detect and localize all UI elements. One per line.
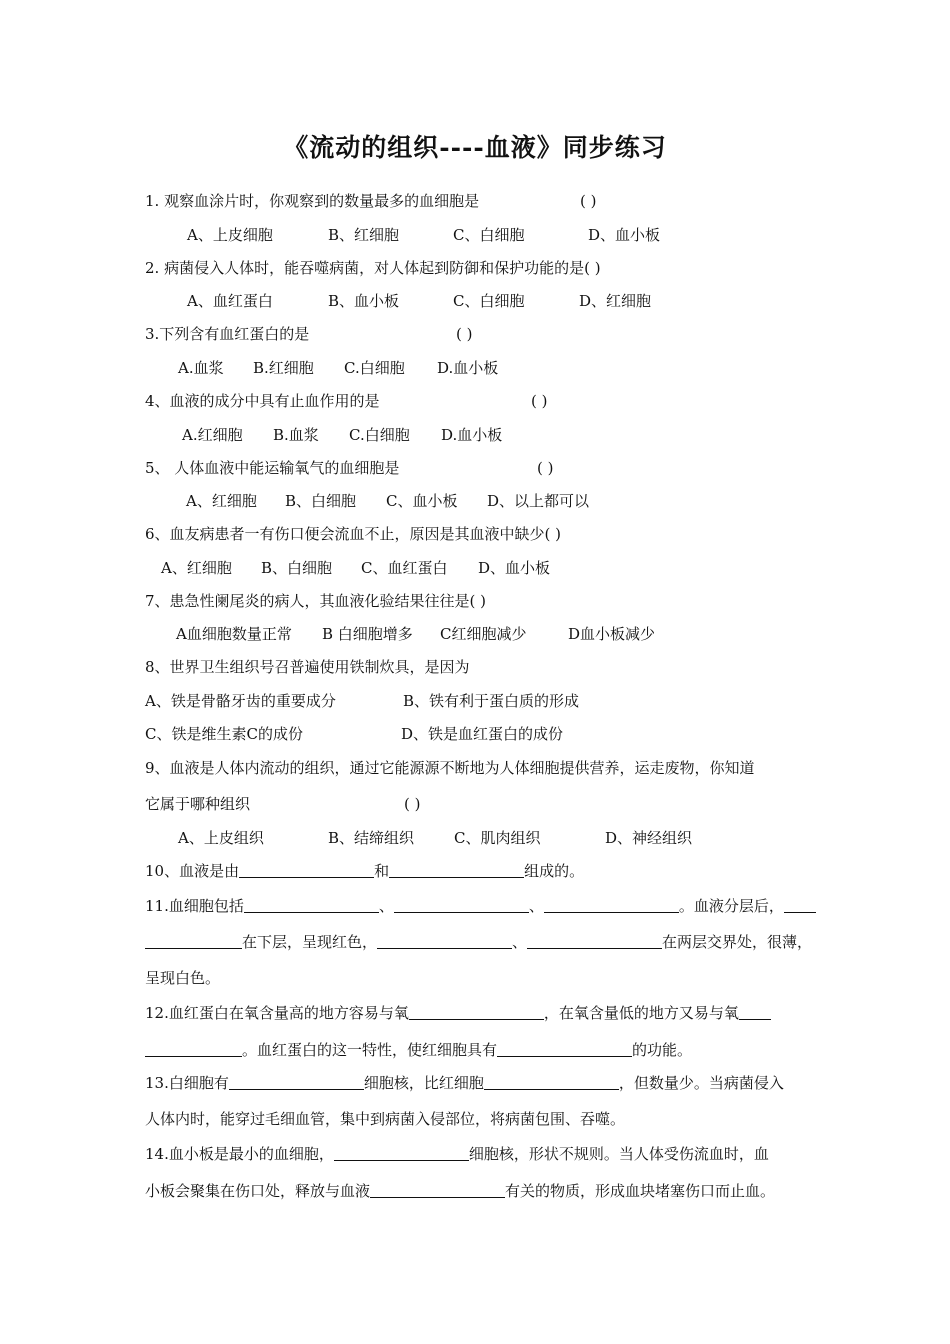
question-13 xyxy=(145,1073,784,1093)
option-c: C.白细胞 xyxy=(349,426,410,444)
option-b: B、白细胞 xyxy=(261,559,333,577)
fill-blank[interactable] xyxy=(389,862,524,878)
option-a: A、红细胞 xyxy=(161,559,232,577)
question-13-continued: 人体内时，能穿过毛细血管，集中到病菌入侵部位，将病菌包围、吞噬。 xyxy=(145,1110,626,1128)
fill-blank[interactable] xyxy=(145,933,242,949)
option-d: D、血小板 xyxy=(478,559,551,577)
question-4: 4、血液的成分中具有止血作用的是 xyxy=(145,392,380,410)
option-b: B、铁有利于蛋白质的形成 xyxy=(403,692,580,710)
text-segment: 细胞核，比红细胞 xyxy=(363,1074,484,1092)
question-7: 7、患急性阑尾炎的病人，其血液化验结果往往是( ) xyxy=(145,592,487,610)
page-title: 《流动的组织----血液》同步练习 xyxy=(283,133,667,162)
answer-paren: ( ) xyxy=(531,392,548,410)
option-a: A、上皮组织 xyxy=(178,829,264,847)
text-segment: 在两层交界处，很薄， xyxy=(662,933,813,951)
text-segment: 。血红蛋白的这一特性，使红细胞具有 xyxy=(242,1041,498,1059)
option-c: C、肌肉组织 xyxy=(454,829,541,847)
fill-blank[interactable] xyxy=(145,1041,242,1057)
text-segment: 和 xyxy=(374,862,390,880)
question-3: 3.下列含有血红蛋白的是 xyxy=(145,325,310,343)
text-segment: 、 xyxy=(512,933,528,951)
text-segment: 。血液分层后， xyxy=(678,897,784,915)
option-c: C、白细胞 xyxy=(453,292,525,310)
option-b: B.红细胞 xyxy=(253,359,314,377)
text-segment: 组成的。 xyxy=(524,862,585,880)
fill-blank[interactable] xyxy=(527,933,662,949)
option-c: C、血小板 xyxy=(386,492,458,510)
option-c: C.白细胞 xyxy=(344,359,405,377)
question-12-continued xyxy=(145,1040,692,1060)
option-d: D、铁是血红蛋白的成份 xyxy=(401,725,564,743)
option-b: B、血小板 xyxy=(328,292,400,310)
option-c: C、铁是维生素C的成份 xyxy=(145,725,303,743)
text-segment: 有关的物质，形成血块堵塞伤口而止血。 xyxy=(505,1182,776,1200)
question-text: 1. 观察血涂片时，你观察到的数量最多的血细胞是 xyxy=(145,192,480,210)
fill-blank[interactable] xyxy=(544,897,679,913)
question-14-continued xyxy=(145,1181,775,1201)
text-segment: 、 xyxy=(528,897,544,915)
option-d: D、神经组织 xyxy=(605,829,693,847)
question-9: 9、血液是人体内流动的组织，通过它能源源不断地为人体细胞提供营养，运走废物，你知道 xyxy=(145,759,755,777)
option-d: D、血小板 xyxy=(588,226,661,244)
answer-paren: ( ) xyxy=(456,325,473,343)
question-11 xyxy=(145,896,816,916)
question-9-continued: 它属于哪种组织 xyxy=(145,795,251,813)
text-segment: 13.白细胞有 xyxy=(145,1074,229,1092)
text-segment: 12.血红蛋白在氧含量高的地方容易与氧 xyxy=(145,1004,409,1022)
option-c: C、血红蛋白 xyxy=(361,559,448,577)
question-2: 2. 病菌侵入人体时，能吞噬病菌，对人体起到防御和保护功能的是( ) xyxy=(145,259,601,277)
fill-blank[interactable] xyxy=(409,1004,544,1020)
option-a: A血细胞数量正常 xyxy=(176,625,292,643)
option-d: D血小板减少 xyxy=(568,625,656,643)
fill-blank[interactable] xyxy=(244,897,379,913)
text-segment: 10、血液是由 xyxy=(145,862,240,880)
option-d: D.血小板 xyxy=(441,426,503,444)
option-d: D、以上都可以 xyxy=(487,492,590,510)
fill-blank[interactable] xyxy=(739,1004,771,1020)
option-d: D.血小板 xyxy=(437,359,499,377)
text-segment: 、 xyxy=(378,897,394,915)
question-1 xyxy=(145,191,479,211)
fill-blank[interactable] xyxy=(370,1182,505,1198)
question-10 xyxy=(145,861,584,881)
option-a: A.血浆 xyxy=(178,359,224,377)
option-a: A、上皮细胞 xyxy=(187,226,273,244)
fill-blank[interactable] xyxy=(239,862,374,878)
question-11-continued xyxy=(145,932,812,952)
option-a: A、红细胞 xyxy=(186,492,257,510)
question-11-end: 呈现白色。 xyxy=(145,969,221,987)
fill-blank[interactable] xyxy=(497,1041,632,1057)
option-a: A.红细胞 xyxy=(182,426,243,444)
option-b: B、红细胞 xyxy=(328,226,400,244)
text-segment: 在下层，呈现红色， xyxy=(242,933,378,951)
option-b: B、结缔组织 xyxy=(328,829,415,847)
text-segment: 小板会聚集在伤口处，释放与血液 xyxy=(145,1182,371,1200)
fill-blank[interactable] xyxy=(377,933,512,949)
question-5: 5、 人体血液中能运输氧气的血细胞是 xyxy=(145,459,400,477)
text-segment: 细胞核，形状不规则。当人体受伤流血时，血 xyxy=(468,1145,769,1163)
text-segment: 14.血小板是最小的血细胞， xyxy=(145,1145,334,1163)
text-segment: 11.血细胞包括 xyxy=(145,897,244,915)
fill-blank[interactable] xyxy=(229,1074,364,1090)
fill-blank[interactable] xyxy=(784,897,816,913)
question-8: 8、世界卫生组织号召普遍使用铁制炊具，是因为 xyxy=(145,658,470,676)
option-b: B 白细胞增多 xyxy=(322,625,413,643)
option-c: C、白细胞 xyxy=(453,226,525,244)
question-12 xyxy=(145,1003,771,1023)
option-b: B、白细胞 xyxy=(285,492,357,510)
answer-paren: ( ) xyxy=(404,795,421,813)
fill-blank[interactable] xyxy=(334,1145,469,1161)
option-b: B.血浆 xyxy=(273,426,319,444)
question-14 xyxy=(145,1144,769,1164)
option-d: D、红细胞 xyxy=(579,292,652,310)
text-segment: ，在氧含量低的地方又易与氧 xyxy=(543,1004,739,1022)
option-a: A、血红蛋白 xyxy=(187,292,273,310)
option-c: C红细胞减少 xyxy=(440,625,527,643)
option-a: A、铁是骨骼牙齿的重要成分 xyxy=(145,692,336,710)
answer-paren: ( ) xyxy=(537,459,554,477)
answer-paren: ( ) xyxy=(580,192,597,210)
fill-blank[interactable] xyxy=(484,1074,619,1090)
text-segment: ，但数量少。当病菌侵入 xyxy=(618,1074,784,1092)
fill-blank[interactable] xyxy=(394,897,529,913)
question-6: 6、血友病患者一有伤口便会流血不止，原因是其血液中缺少( ) xyxy=(145,525,562,543)
text-segment: 的功能。 xyxy=(632,1041,693,1059)
